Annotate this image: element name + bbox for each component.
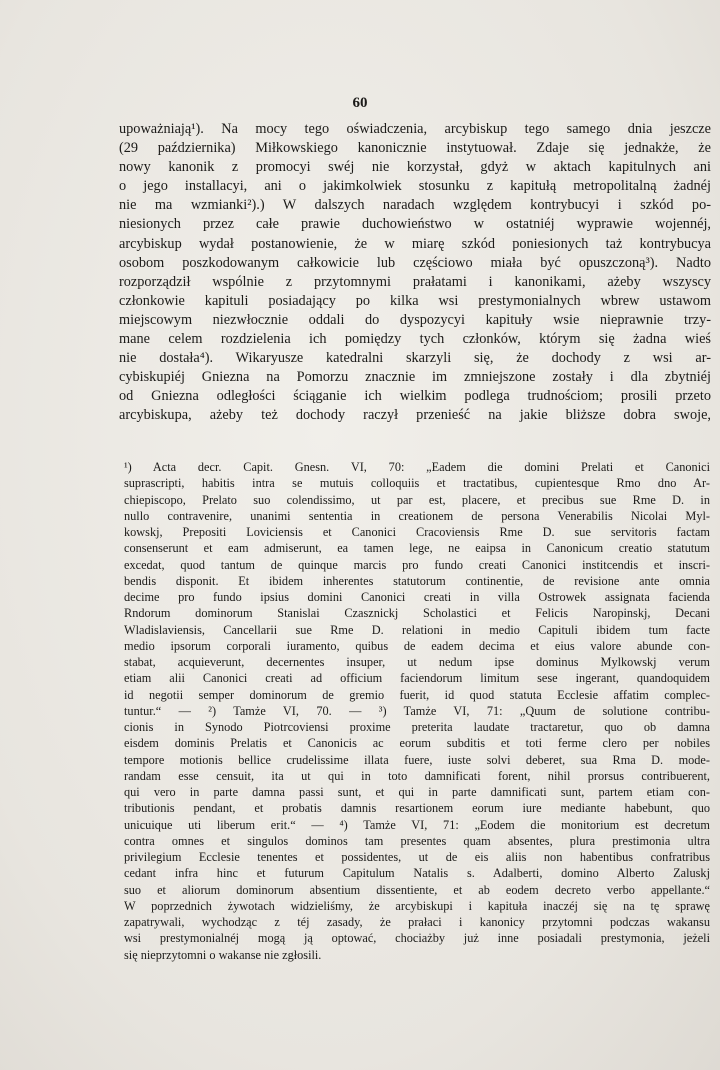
footnote-line: Wladislaviensis, Cancellarii sue Rme D. relationi in medio Capituli ibidem tum facte bbox=[124, 622, 710, 637]
footnote-line: cionis in Synodo Piotrcoviensi proxime preterita laudate tractaretur, quo ob damna bbox=[124, 720, 710, 734]
text-line: arcybiskup wydał postanowienie, że w miarę szkód poniesionych taż kontrybucya bbox=[119, 235, 711, 252]
text-line: nowy kanonik z promocyi swéj nie korzystał, gdyż w aktach kapitulnych ani bbox=[119, 159, 711, 176]
footnote-line: nullo contravenire, unanimi sententia in creationem de persona Venerabilis Nicolai Myl- bbox=[124, 508, 710, 523]
footnote-line: privilegium Ecclesie tenentes et possidentes, ut de eis aliis non habentibus confratribus bbox=[124, 850, 710, 864]
footnote-line: tuntur.“ — ²) Tamże VI, 70. — ³) Tamże VI, 71: „Quum de solutione contribu- bbox=[124, 703, 710, 718]
footnotes bbox=[124, 459, 710, 963]
footnote-line: cedant infra hinc et futurum Capitulum Natalis s. Adalberti, domino Alberto Zaluskj bbox=[124, 866, 710, 881]
text-line: nie dostała⁴). Wikaryusze katedralni skarzyli się, że dochody z wsi ar- bbox=[119, 350, 711, 367]
footnote-line: medio ipsorum corporali iuramento, quibus de eadem decima et eius valore abunde con- bbox=[124, 638, 710, 653]
text-line: cybiskupiéj Gniezna na Pomorzu znacznie im zmniejszone zostały i dla zbytniéj bbox=[119, 369, 711, 386]
text-line: o jego installacyi, ani o jakimkolwiek stosunku z kapitułą metropolitalną żadnéj bbox=[119, 178, 711, 195]
footnote-line: etiam alii Canonici creati ad officium faciendorum limitum sese ingerant, quandoquidem bbox=[124, 671, 710, 686]
footnote-line: decime pro fundo ipsius domini Canonici creati in villa Ostrowek assignata facienda bbox=[124, 590, 710, 604]
footnote-line: suprascripti, habitis intra se mutuis colloquiis et tractatibus, cupientesque Rmo dno Ar- bbox=[124, 476, 710, 491]
footnote-line: W poprzednich żywotach widzieliśmy, że arcybiskupi i kapituła inaczéj się na tę sprawę bbox=[124, 898, 710, 913]
footnote-line: stabat, acquieverunt, decernentes insuper, ut nedum ipse dominus Mylkowskj verum bbox=[124, 655, 710, 669]
footnote-line: zapatrywali, wychodząc z téj zasady, że prałaci i kanonicy przytomni podczas wakansu bbox=[124, 915, 710, 929]
footnote-line: qui vero in parte damna passi sunt, et qui in parte damnificati sunt, partem etiam con- bbox=[124, 785, 710, 799]
text-line: niesionych przez całe prawie duchowieństwo w ostatniéj wyprawie wojennéj, bbox=[119, 216, 711, 233]
footnote-line: id negotii semper dominorum de gremio fuerit, id quod statuta Ecclesie affatim complec- bbox=[124, 687, 710, 702]
text-line: osobom poszkodowanym całkowicie lub częściowo miała być opuszczoną³). Nadto bbox=[119, 254, 711, 271]
footnote-line: tempore motionis bellice crudelissime illata fuere, iuste solvi deberet, sua Rma D. mode- bbox=[124, 752, 710, 767]
footnote-line: randam esse censuit, ita ut qui in toto damnificati forent, nihil prorsus contribuerent, bbox=[124, 768, 710, 783]
footnote-line: contra omnes et singulos dominos tam presentes quam absentes, plura prestimonia ultra bbox=[124, 833, 710, 848]
footnote-line: suo et aliorum dominorum absentium dissentiente, et ab eodem decreto verbo appellante.“ bbox=[124, 882, 710, 897]
footnote-line: excedat, quod tantum de quinque marcis pro fundo creati Canonici institcendis et inscri- bbox=[124, 557, 710, 572]
footnote-line: chiepiscopo, Prelato suo colendissimo, ut par est, placere, et precibus sue Rme D. in bbox=[124, 492, 710, 507]
footnote-line: eisdem dominis Prelatis et Canonicis ac eorum subditis et toti ferme clero per nobiles bbox=[124, 736, 710, 751]
text-line: nie ma wzmianki²).) W dalszych naradach względem kontrybucyi i szkód po- bbox=[119, 197, 711, 214]
footnote-line: tributionis pendant, et probatis damnis resartionem eorum iure mediante habebunt, quo bbox=[124, 801, 710, 816]
text-line: członkowie kapituli posiadający po kilka wsi prestymonialnych wbrew ustawom bbox=[119, 292, 711, 309]
footnote-line: unicuique uti liberum erit.“ — ⁴) Tamże VI, 71: „Eodem die monitorium est decretum bbox=[124, 817, 710, 832]
footnote-line: Rndorum dominorum Stanislai Czasznickj Scholastici et Felicis Naropinskj, Decani bbox=[124, 606, 710, 621]
footnote-line: kowskj, Prepositi Loviciensis et Canonici Cracoviensis Rme D. sue servitoris factam bbox=[124, 525, 710, 539]
footnote-line: bendis disponit. Et ibidem inherentes statutorum continentie, de revisione ante omnia bbox=[124, 573, 710, 588]
footnote-line: wsi prestymonialnéj mogą ją optować, chociażby już inne posiadali prestymonia, jeżeli bbox=[124, 931, 710, 946]
text-line: upoważniają¹). Na mocy tego oświadczenia, arcybiskup tego samego dnia jeszcze bbox=[119, 121, 711, 137]
text-line: arcybiskupa, ażeby też dochody raczył przenieść na jakie bliższe dobra swoje, bbox=[119, 407, 711, 424]
text-line: miejscowym niezwłocznie oddali do dyspozycyi kapituły wsie nieprawnie trzy- bbox=[119, 311, 711, 328]
main-text bbox=[119, 120, 711, 426]
text-line: (29 października) Miłkowskiego kanonicznie instytuował. Zdaje się jednakże, że bbox=[119, 140, 711, 157]
footnote-line: consenserunt et eam admiserunt, ea tamen lege, ne eaipsa in Canonicum creatio statutum bbox=[124, 541, 710, 556]
footnote-line: ¹) Acta decr. Capit. Gnesn. VI, 70: „Eadem die domini Prelati et Canonici bbox=[124, 460, 710, 474]
text-line: rozporządził wspólnie z przytomnymi prałatami i kanonikami, ażeby wszyscy bbox=[119, 273, 711, 290]
page-number: 60 bbox=[352, 95, 368, 111]
text-line: mane celem rozdzielenia ich pomiędzy tych członków, którym się żadna wieś bbox=[119, 331, 711, 348]
text-line: od Gniezna odległości ściąganie ich wielkim podlega trudnościom; prosili przeto bbox=[119, 388, 711, 405]
footnote-line: się nieprzytomni o wakanse nie zgłosili. bbox=[124, 947, 322, 962]
